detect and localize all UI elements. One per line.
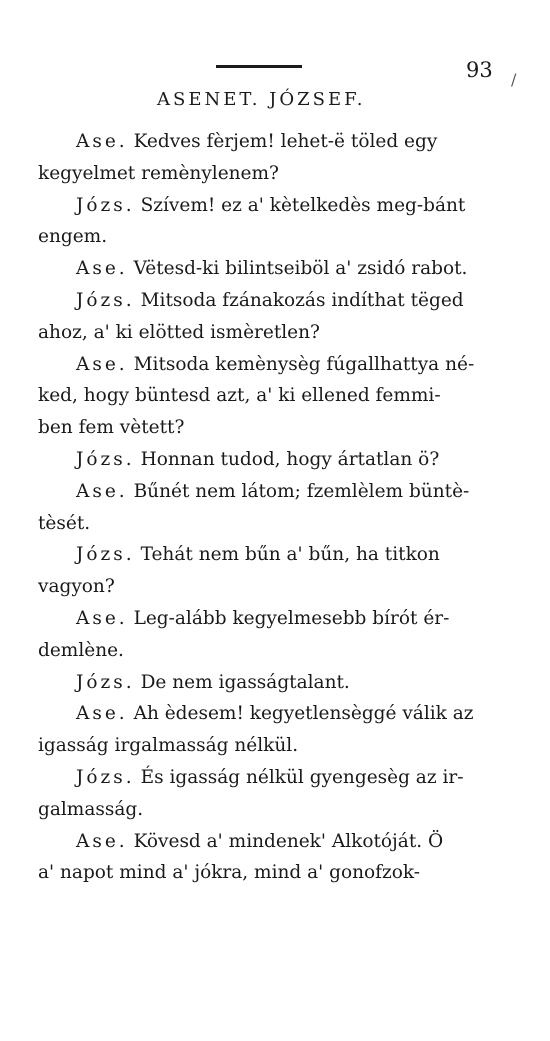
line-text: És igasság nélkül gyengesèg az ir- [140,766,464,788]
speaker-label: Józs. [76,544,135,566]
text-line [38,826,503,858]
speaker-label: Józs. [76,766,135,788]
line-text: tèsét. [38,512,91,534]
text-line [38,508,503,540]
line-text: Honnan tudod, hogy ártatlan ö? [140,448,440,470]
line-text: engem. [38,226,108,248]
page-number: 93 [466,58,493,82]
line-text: vagyon? [38,576,115,598]
text-line [38,253,503,285]
speaker-label: Józs. [76,671,135,693]
line-text: De nem igasságtalant. [140,671,350,693]
text-line [38,571,503,603]
text-line [38,444,503,476]
text-line [38,667,503,699]
line-text: galmasság. [38,798,144,820]
line-text: Mitsoda kemènysèg fúgallhattya né- [133,353,475,375]
line-text: Kedves fèrjem! lehet-ë töled egy [133,131,438,152]
text-line [38,412,503,444]
line-text: Leg-alább kegyelmesebb bírót ér- [133,607,450,629]
speaker-label: Ase. [76,353,128,375]
line-text: igasság irgalmasság nélkül. [38,735,299,757]
line-text: demlène. [38,639,124,661]
speaker-label: Józs. [76,194,135,216]
speaker-label: Ase. [76,131,128,152]
line-text: ben fem vètett? [38,417,185,439]
text-line [38,349,503,381]
speaker-label: Józs. [76,448,135,470]
text-line [38,221,503,253]
speaker-label: Ase. [76,607,128,629]
speaker-label: Ase. [76,258,128,280]
scene-heading: ASENET. JÓZSEF. [157,89,366,110]
text-line [38,126,503,158]
text-line [38,857,503,889]
line-text: Vëtesd-ki bilintseiböl a' zsidó rabot. [133,258,468,280]
line-text: Szívem! ez a' kètelkedès meg-bánt [140,194,466,216]
text-line [38,762,503,794]
text-line [38,603,503,635]
margin-mark: / [511,70,517,89]
line-text: Bűnét nem látom; fzemlèlem büntè- [133,480,470,502]
text-line [38,698,503,730]
line-text: a' napot mind a' jókra, mind a' gonofzok- [38,862,421,884]
line-text: Mitsoda fzánakozás indíthat tëged [140,289,464,311]
text-line [38,190,503,222]
speaker-label: Józs. [76,289,135,311]
text-line [38,794,503,826]
text-line [38,158,503,190]
line-text: Ah èdesem! kegyetlensèggé válik az [133,703,474,725]
speaker-label: Ase. [76,480,128,502]
speaker-label: Ase. [76,830,128,852]
line-text: Tehát nem bűn a' bűn, ha titkon [140,544,440,566]
text-line [38,730,503,762]
speaker-label: Ase. [76,703,128,725]
text-line [38,317,503,349]
text-line [38,380,503,412]
line-text: kegyelmet remènylenem? [38,162,279,184]
text-line [38,635,503,667]
line-text: ked, hogy büntesd azt, a' ki ellened femmi- [38,385,441,407]
dialogue-text [38,126,503,889]
text-line [38,476,503,508]
line-text: Kövesd a' mindenek' Alkotóját. Ö [133,830,444,852]
text-line [38,539,503,571]
text-line [38,285,503,317]
header-rule [216,65,302,68]
line-text: ahoz, a' ki elötted ismèretlen? [38,321,320,343]
